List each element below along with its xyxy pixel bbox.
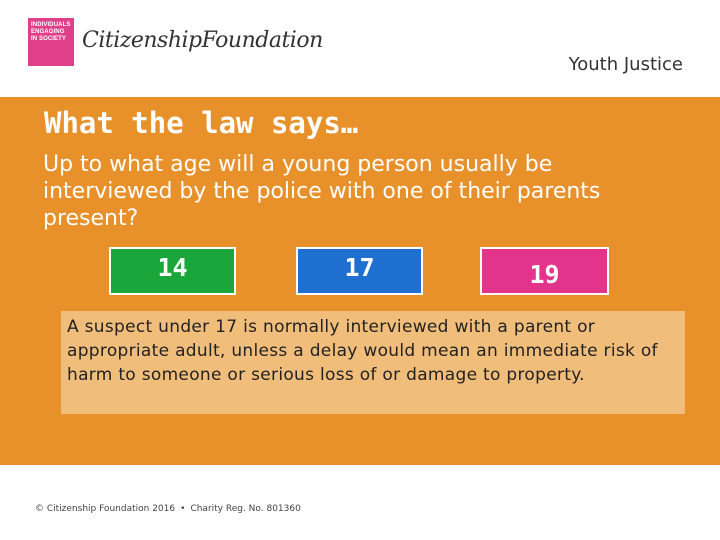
footer (35, 504, 301, 514)
answer-button-19[interactable] (480, 247, 609, 295)
footer-copyright: © Citizenship Foundation 2016 (35, 504, 176, 514)
answer-label: 17 (344, 252, 375, 282)
answer-button-17[interactable] (296, 247, 423, 295)
logo-wordmark: CitizenshipFoundation (82, 28, 323, 53)
explanation-box: A suspect under 17 is normally interviewed with a parent or appropriate adult, unless a delay would mean an immediate risk of harm to someone or serious loss of or damage to property. (61, 311, 685, 414)
logo-badge: INDIVIDUALS ENGAGING IN SOCIETY (28, 18, 74, 66)
question-text: Up to what age will a young person usually be interviewed by the police with one of their parents present? (43, 152, 601, 231)
footer-separator: • (180, 504, 186, 514)
answer-button-14[interactable] (109, 247, 236, 295)
answer-label: 19 (529, 259, 560, 289)
topic-label: Youth Justice (568, 54, 683, 75)
answer-label: 14 (157, 252, 188, 282)
footer-charity: Charity Reg. No. 801360 (190, 504, 301, 514)
page-heading: What the law says… (44, 106, 359, 140)
